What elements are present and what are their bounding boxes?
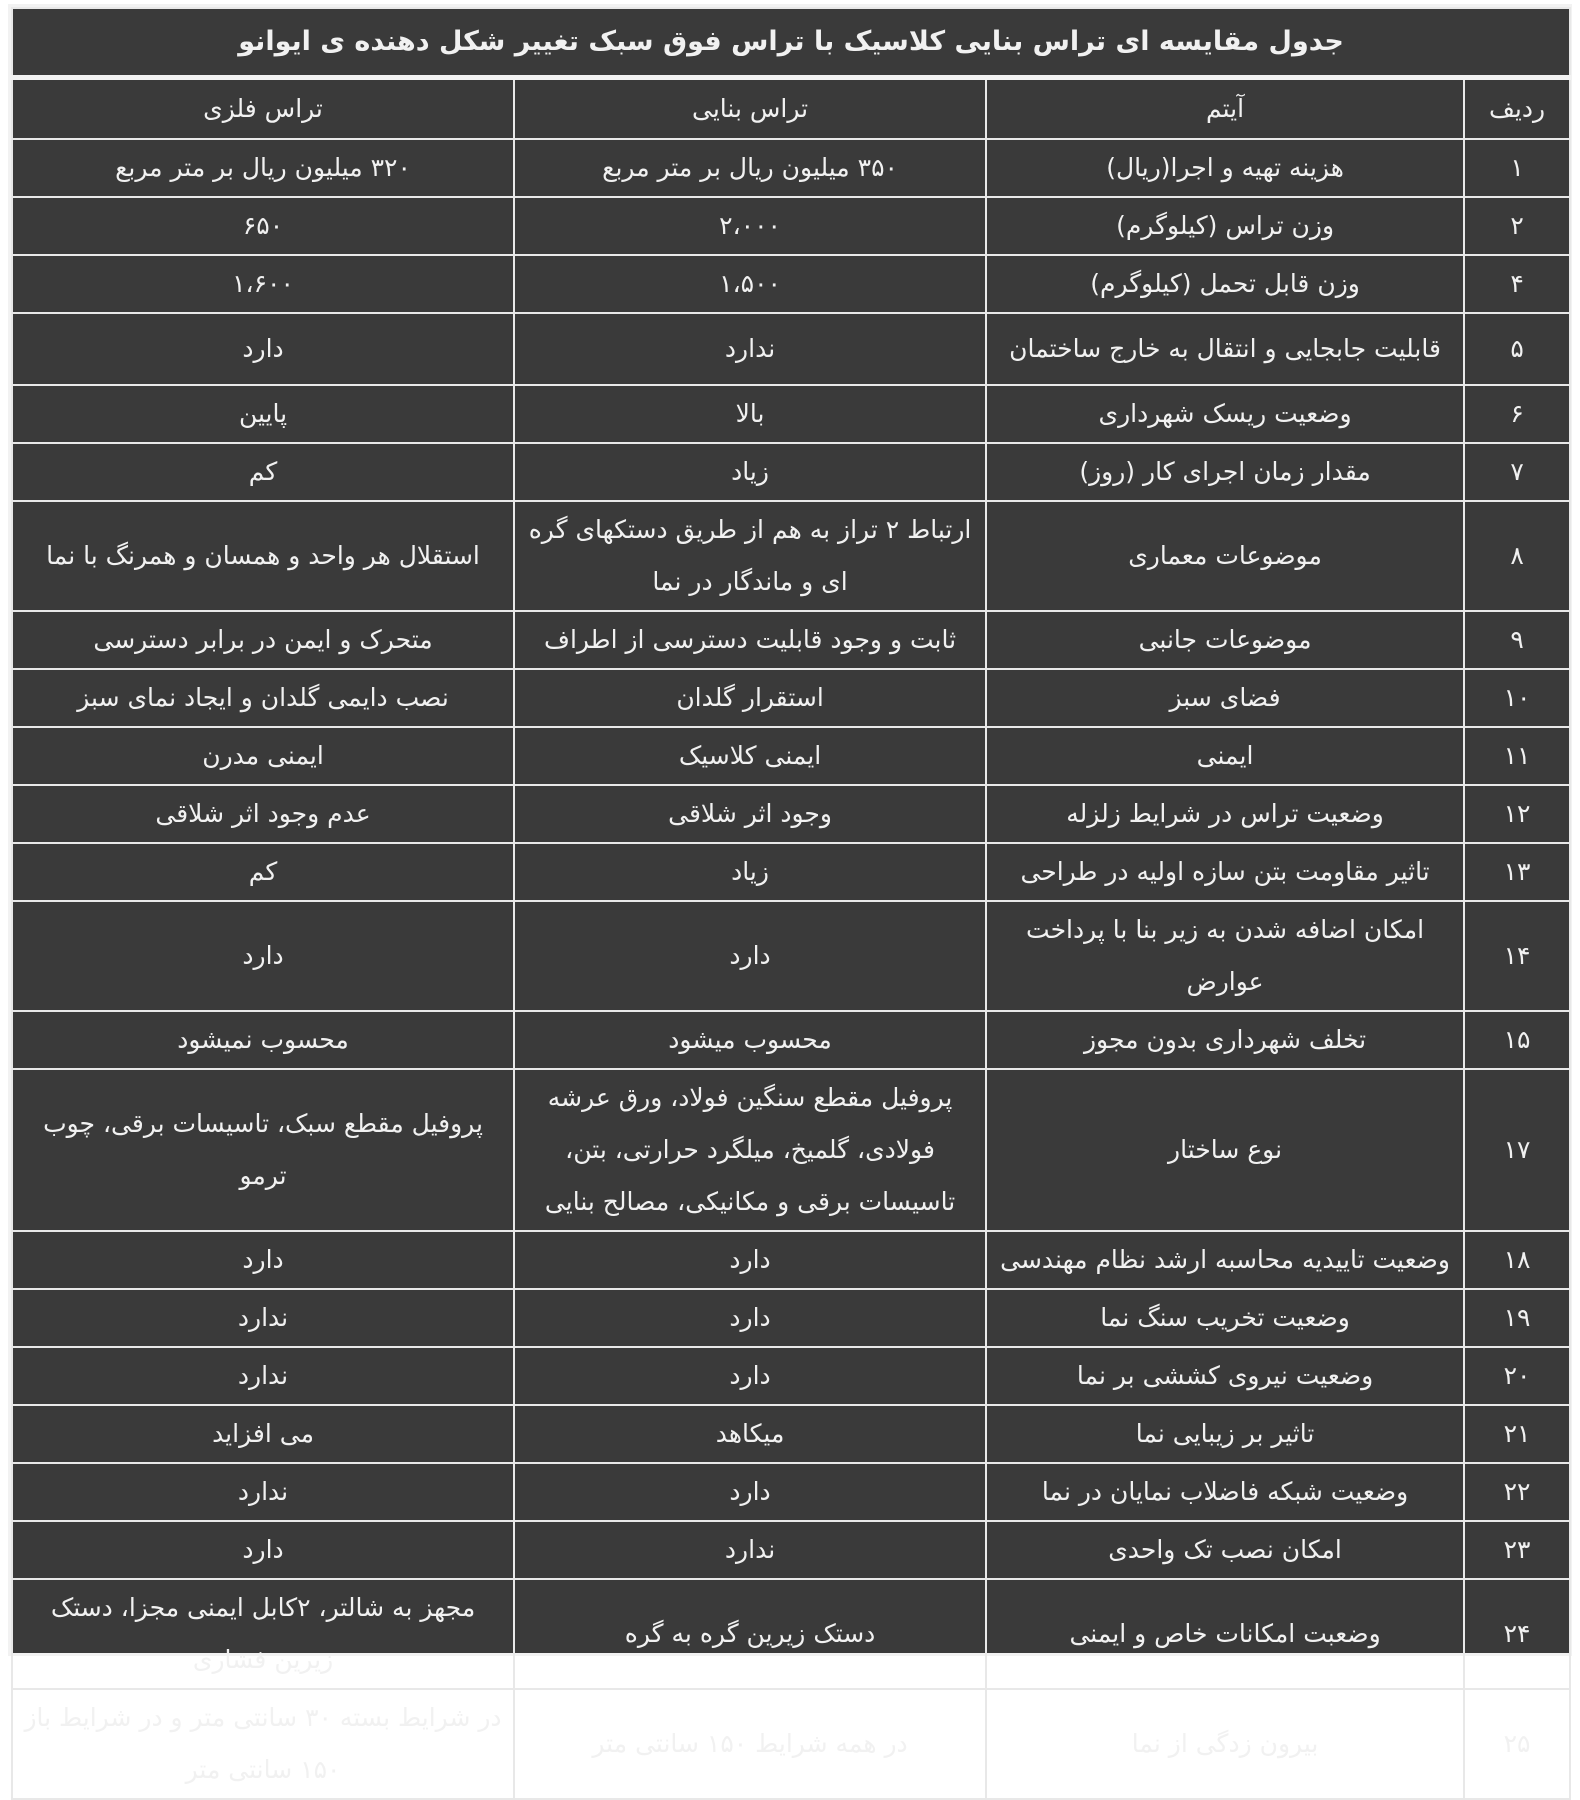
- header-row: [12, 78, 1570, 140]
- row-masonry-value: ارتباط ۲ تراز به هم از طریق دستکهای گره ای و ماندگار در نما: [514, 501, 986, 611]
- row-item: ایمنی: [986, 727, 1464, 785]
- row-metal-value: مجهز به شالتر، ۲کابل ایمنی مجزا، دستک زیرین فشاری: [12, 1579, 514, 1689]
- row-masonry-value: زیاد: [514, 843, 986, 901]
- title-row: [12, 8, 1570, 78]
- table-row: [12, 1069, 1570, 1231]
- row-masonry-value: ثابت و وجود قابلیت دسترسی از اطراف: [514, 611, 986, 669]
- row-item: وزن تراس (کیلوگرم): [986, 197, 1464, 255]
- row-item: وضعیت تاییدیه محاسبه ارشد نظام مهندسی: [986, 1231, 1464, 1289]
- row-number: ۲۴: [1464, 1579, 1570, 1689]
- row-item: وضعبت امکانات خاص و ایمنی: [986, 1579, 1464, 1689]
- row-metal-value: استقلال هر واحد و همسان و همرنگ با نما: [12, 501, 514, 611]
- row-number: ۲۰: [1464, 1347, 1570, 1405]
- row-metal-value: دارد: [12, 1231, 514, 1289]
- row-metal-value: محسوب نمیشود: [12, 1011, 514, 1069]
- row-number: ۶: [1464, 385, 1570, 443]
- row-item: بیرون زدگی از نما: [986, 1689, 1464, 1799]
- row-number: ۱۲: [1464, 785, 1570, 843]
- row-number: ۱۰: [1464, 669, 1570, 727]
- row-number: ۲۲: [1464, 1463, 1570, 1521]
- row-item: تاثیر بر زیبایی نما: [986, 1405, 1464, 1463]
- table-row: [12, 727, 1570, 785]
- table-row: [12, 385, 1570, 443]
- row-metal-value: کم: [12, 443, 514, 501]
- row-masonry-value: دارد: [514, 1231, 986, 1289]
- table-row: [12, 669, 1570, 727]
- row-masonry-value: وجود اثر شلاقی: [514, 785, 986, 843]
- table-row: [12, 1463, 1570, 1521]
- row-number: ۹: [1464, 611, 1570, 669]
- row-metal-value: ۶۵۰: [12, 197, 514, 255]
- row-masonry-value: دارد: [514, 1347, 986, 1405]
- row-number: ۲۳: [1464, 1521, 1570, 1579]
- row-item: وضعیت تراس در شرایط زلزله: [986, 785, 1464, 843]
- row-number: ۱۱: [1464, 727, 1570, 785]
- row-masonry-value: در همه شرایط ۱۵۰ سانتی متر: [514, 1689, 986, 1799]
- header-masonry-terrace: تراس بنایی: [514, 78, 986, 140]
- table-row: [12, 785, 1570, 843]
- row-masonry-value: استقرار گلدان: [514, 669, 986, 727]
- row-number: ۱: [1464, 139, 1570, 197]
- row-masonry-value: ۱،۵۰۰: [514, 255, 986, 313]
- row-number: ۱۴: [1464, 901, 1570, 1011]
- row-metal-value: ایمنی مدرن: [12, 727, 514, 785]
- row-metal-value: کم: [12, 843, 514, 901]
- row-item: فضای سبز: [986, 669, 1464, 727]
- row-masonry-value: ۳۵۰ میلیون ریال بر متر مربع: [514, 139, 986, 197]
- row-masonry-value: محسوب میشود: [514, 1011, 986, 1069]
- row-metal-value: متحرک و ایمن در برابر دسترسی: [12, 611, 514, 669]
- row-masonry-value: دستک زیرین گره به گره: [514, 1579, 986, 1689]
- row-item: وضعیت ریسک شهرداری: [986, 385, 1464, 443]
- row-metal-value: پروفیل مقطع سبک، تاسیسات برقی، چوب ترمو: [12, 1069, 514, 1231]
- row-item: امکان اضافه شدن به زیر بنا با پرداخت عوارض: [986, 901, 1464, 1011]
- row-number: ۷: [1464, 443, 1570, 501]
- row-masonry-value: دارد: [514, 1463, 986, 1521]
- row-metal-value: ۱،۶۰۰: [12, 255, 514, 313]
- row-number: ۱۵: [1464, 1011, 1570, 1069]
- row-metal-value: ندارد: [12, 1463, 514, 1521]
- table-row: [12, 1347, 1570, 1405]
- table-row: [12, 1521, 1570, 1579]
- table-row: [12, 1579, 1570, 1689]
- table-row: [12, 1231, 1570, 1289]
- row-masonry-value: ۲،۰۰۰: [514, 197, 986, 255]
- row-number: ۱۳: [1464, 843, 1570, 901]
- table-row: [12, 901, 1570, 1011]
- row-masonry-value: دارد: [514, 901, 986, 1011]
- row-item: موضوعات معماری: [986, 501, 1464, 611]
- header-row-number: ردیف: [1464, 78, 1570, 140]
- row-item: وضعیت شبکه فاضلاب نمایان در نما: [986, 1463, 1464, 1521]
- row-number: ۱۷: [1464, 1069, 1570, 1231]
- table-row: [12, 1689, 1570, 1799]
- row-number: ۲۵: [1464, 1689, 1570, 1799]
- row-item: قابلیت جابجایی و انتقال به خارج ساختمان: [986, 313, 1464, 385]
- row-number: ۲۱: [1464, 1405, 1570, 1463]
- row-item: امکان نصب تک واحدی: [986, 1521, 1464, 1579]
- row-item: نوع ساختار: [986, 1069, 1464, 1231]
- row-masonry-value: زیاد: [514, 443, 986, 501]
- row-item: تاثیر مقاومت بتن سازه اولیه در طراحی: [986, 843, 1464, 901]
- table-row: [12, 443, 1570, 501]
- table-row: [12, 255, 1570, 313]
- table-title: جدول مقایسه ای تراس بنایی کلاسیک با تراس فوق سبک تغییر شکل دهنده ی ایوانو: [12, 8, 1570, 78]
- table-row: [12, 1289, 1570, 1347]
- row-number: ۸: [1464, 501, 1570, 611]
- table-row: [12, 843, 1570, 901]
- comparison-table-frame: [8, 4, 1572, 1784]
- row-metal-value: نصب دایمی گلدان و ایجاد نمای سبز: [12, 669, 514, 727]
- row-metal-value: دارد: [12, 1521, 514, 1579]
- row-item: مقدار زمان اجرای کار (روز): [986, 443, 1464, 501]
- table-row: [12, 197, 1570, 255]
- row-metal-value: در شرایط بسته ۳۰ سانتی متر و در شرایط باز ۱۵۰ سانتی متر: [12, 1689, 514, 1799]
- row-metal-value: ۳۲۰ میلیون ریال بر متر مربع: [12, 139, 514, 197]
- row-metal-value: می افزاید: [12, 1405, 514, 1463]
- row-item: وضعیت تخریب سنگ نما: [986, 1289, 1464, 1347]
- row-item: هزینه تهیه و اجرا(ریال): [986, 139, 1464, 197]
- row-masonry-value: میکاهد: [514, 1405, 986, 1463]
- row-number: ۱۹: [1464, 1289, 1570, 1347]
- row-metal-value: دارد: [12, 313, 514, 385]
- row-metal-value: ندارد: [12, 1347, 514, 1405]
- row-masonry-value: ندارد: [514, 313, 986, 385]
- table-row: [12, 501, 1570, 611]
- row-metal-value: پایین: [12, 385, 514, 443]
- row-number: ۲: [1464, 197, 1570, 255]
- row-masonry-value: پروفیل مقطع سنگین فولاد، ورق عرشه فولادی، گلمیخ، میلگرد حرارتی، بتن، تاسیسات برقی و مکانیکی، مصالح بنایی: [514, 1069, 986, 1231]
- row-number: ۵: [1464, 313, 1570, 385]
- row-masonry-value: ایمنی کلاسیک: [514, 727, 986, 785]
- row-metal-value: ندارد: [12, 1289, 514, 1347]
- table-row: [12, 1011, 1570, 1069]
- table-row: [12, 611, 1570, 669]
- row-metal-value: عدم وجود اثر شلاقی: [12, 785, 514, 843]
- row-masonry-value: دارد: [514, 1289, 986, 1347]
- row-masonry-value: بالا: [514, 385, 986, 443]
- comparison-table: [11, 7, 1571, 1800]
- row-number: ۱۸: [1464, 1231, 1570, 1289]
- row-item: موضوعات جانبی: [986, 611, 1464, 669]
- row-metal-value: دارد: [12, 901, 514, 1011]
- row-item: تخلف شهرداری بدون مجوز: [986, 1011, 1464, 1069]
- table-row: [12, 1405, 1570, 1463]
- table-row: [12, 313, 1570, 385]
- row-number: ۴: [1464, 255, 1570, 313]
- row-item: وضعیت نیروی کششی بر نما: [986, 1347, 1464, 1405]
- row-masonry-value: ندارد: [514, 1521, 986, 1579]
- table-row: [12, 139, 1570, 197]
- row-item: وزن قابل تحمل (کیلوگرم): [986, 255, 1464, 313]
- header-metal-terrace: تراس فلزی: [12, 78, 514, 140]
- header-item: آیتم: [986, 78, 1464, 140]
